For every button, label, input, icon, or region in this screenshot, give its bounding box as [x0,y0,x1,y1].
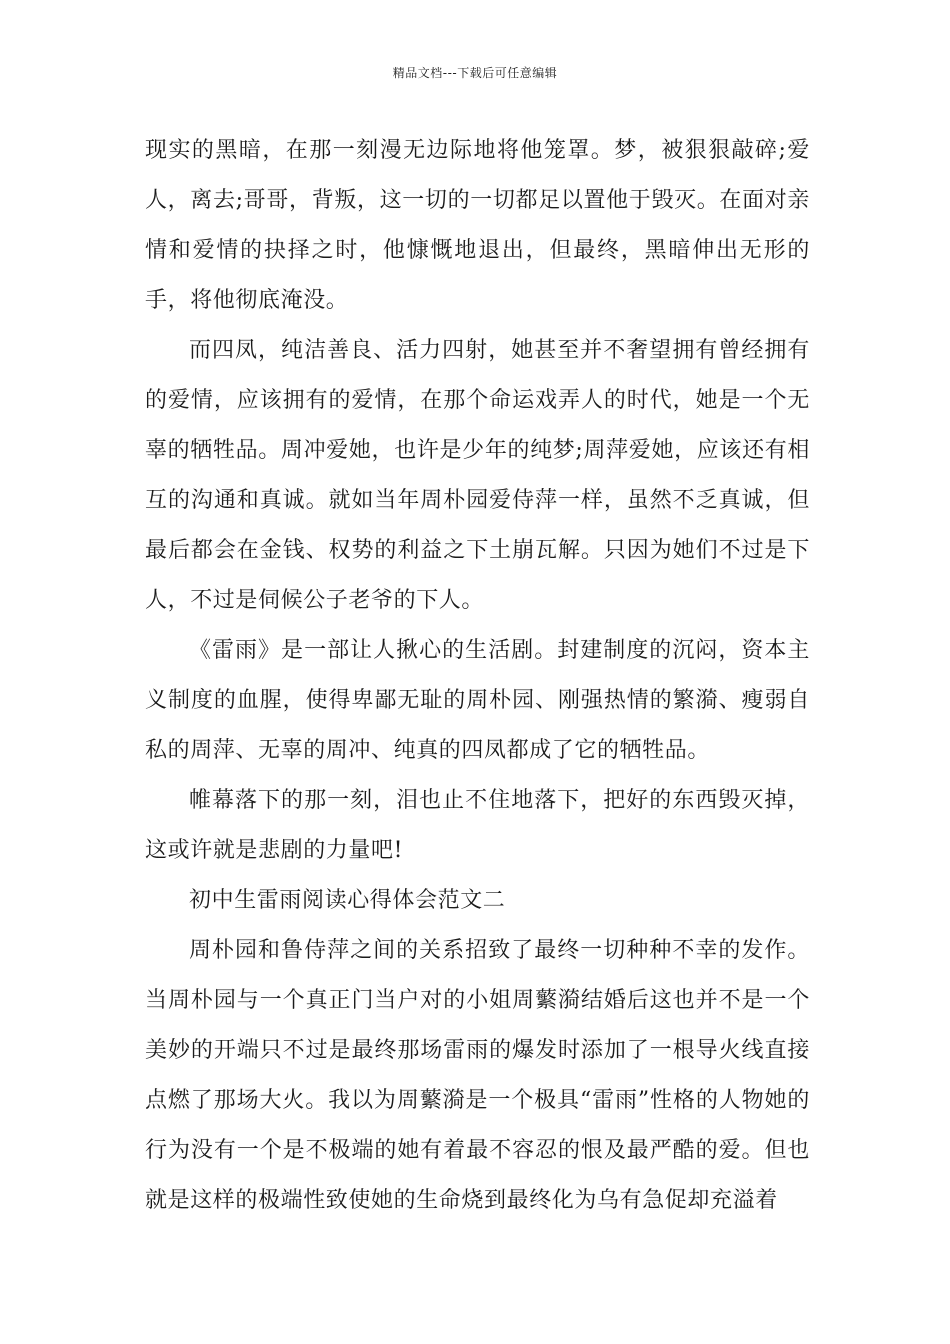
paragraph-curtain: 帷幕落下的那一刻，泪也止不住地落下，把好的东西毁灭掉，这或许就是悲剧的力量吧! [145,788,810,863]
paragraph-leiyu-drama: 《雷雨》是一部让人揪心的生活剧。封建制度的沉闷，资本主义制度的血腥，使得卑鄙无耻的周朴园、刚强热情的繁漪、瘦弱自私的周萍、无辜的周冲、纯真的四凤都成了它的牺牲品。 [145,638,810,763]
document-body [145,126,810,1226]
paragraph-continued: 现实的黑暗，在那一刻漫无边际地将他笼罩。梦，被狠狠敲碎;爱人，离去;哥哥，背叛，这一切的一切都足以置他于毁灭。在面对亲情和爱情的抉择之时，他慷慨地退出，但最终，黑暗伸出无形的手，将他彻底淹没。 [145,138,810,313]
paragraph-zhou-puyuan: 周朴园和鲁侍萍之间的关系招致了最终一切种种不幸的发作。当周朴园与一个真正门当户对的小姐周蘩漪结婚后这也并不是一个美妙的开端只不过是最终那场雷雨的爆发时添加了一根导火线直接点燃了那场大火。我以为周蘩漪是一个极具“雷雨”性格的人物她的行为没有一个是不极端的她有着最不容忍的恨及最严酷的爱。但也就是这样的极端性致使她的生命烧到最终化为乌有急促却充溢着 [145,938,810,1213]
paragraph-sifeng: 而四凤，纯洁善良、活力四射，她甚至并不奢望拥有曾经拥有的爱情，应该拥有的爱情，在那个命运戏弄人的时代，她是一个无辜的牺牲品。周冲爱她，也许是少年的纯梦;周萍爱她，应该还有相互的沟通和真诚。就如当年周朴园爱侍萍一样，虽然不乏真诚，但最后都会在金钱、权势的利益之下土崩瓦解。只因为她们不过是下人，不过是伺候公子老爷的下人。 [145,338,810,613]
section-heading: 初中生雷雨阅读心得体会范文二 [189,888,506,913]
page-header: 精品文档---下载后可任意编辑 [392,66,558,80]
